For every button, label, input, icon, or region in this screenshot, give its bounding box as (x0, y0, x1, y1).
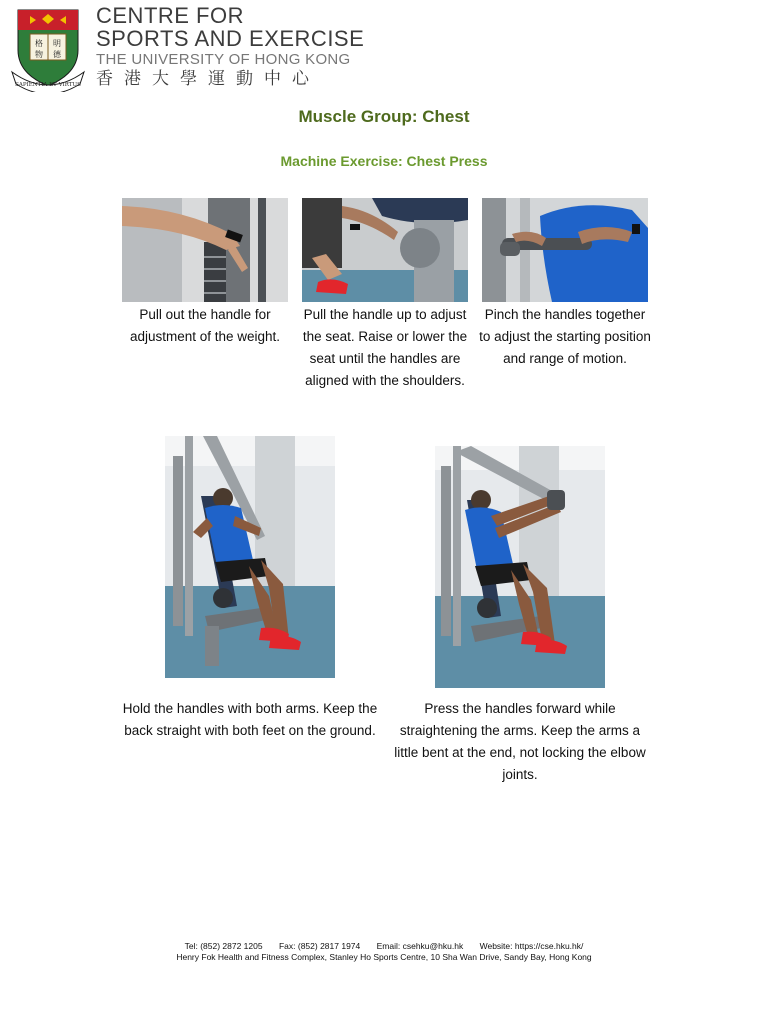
org-line-3: THE UNIVERSITY OF HONG KONG (96, 51, 351, 68)
step-1-caption: Pull out the handle for adjustment of the weight. (129, 307, 281, 344)
photo-seat-adjust (302, 198, 468, 302)
footer-tel: Tel: (852) 2872 1205 (184, 941, 263, 951)
step-5-caption: Press the handles forward while straightening the arms. Keep the arms a little bent at the end, not locking the elbow joints. (394, 701, 646, 782)
org-line-4-chinese: 香港大學運動中心 (96, 69, 320, 89)
footer-website[interactable]: Website: https://cse.hku.hk/ (479, 941, 584, 951)
step-3-caption: Pinch the handles together to adjust the starting position and range of motion. (479, 307, 651, 366)
footer-fax: Fax: (852) 2817 1974 (278, 941, 361, 951)
footer-email[interactable]: Email: csehku@hku.hk (376, 941, 464, 951)
footer-address: Henry Fok Health and Fitness Complex, Stanley Ho Sports Centre, 10 Sha Wan Drive, Sandy Bay, Hong Kong (176, 952, 592, 962)
crest-char: 德 (53, 50, 61, 59)
crest-char: 物 (35, 50, 43, 59)
footer-contact-row (0, 941, 768, 951)
crest-motto: SAPIENTIA ET VIRTUS (15, 82, 81, 88)
crest-char: 格 (35, 39, 43, 48)
page-subtitle: Machine Exercise: Chest Press (280, 153, 488, 169)
photo-start-position (165, 436, 335, 678)
page-title: Muscle Group: Chest (298, 107, 470, 126)
org-line-2: SPORTS AND EXERCISE (96, 26, 365, 51)
crest-char: 明 (53, 39, 61, 48)
photo-weight-adjust (122, 198, 288, 302)
photo-press-position (435, 446, 605, 688)
photo-range-adjust (482, 198, 648, 302)
footer (0, 941, 768, 962)
hku-crest-logo (10, 6, 86, 92)
step-4-caption: Hold the handles with both arms. Keep the back straight with both feet on the ground. (122, 701, 378, 738)
step-2-caption: Pull the handle up to adjust the seat. Raise or lower the seat until the handles are aligned with the shoulders. (302, 307, 468, 388)
org-line-1: CENTRE FOR (96, 3, 244, 28)
organisation-name (96, 4, 364, 89)
